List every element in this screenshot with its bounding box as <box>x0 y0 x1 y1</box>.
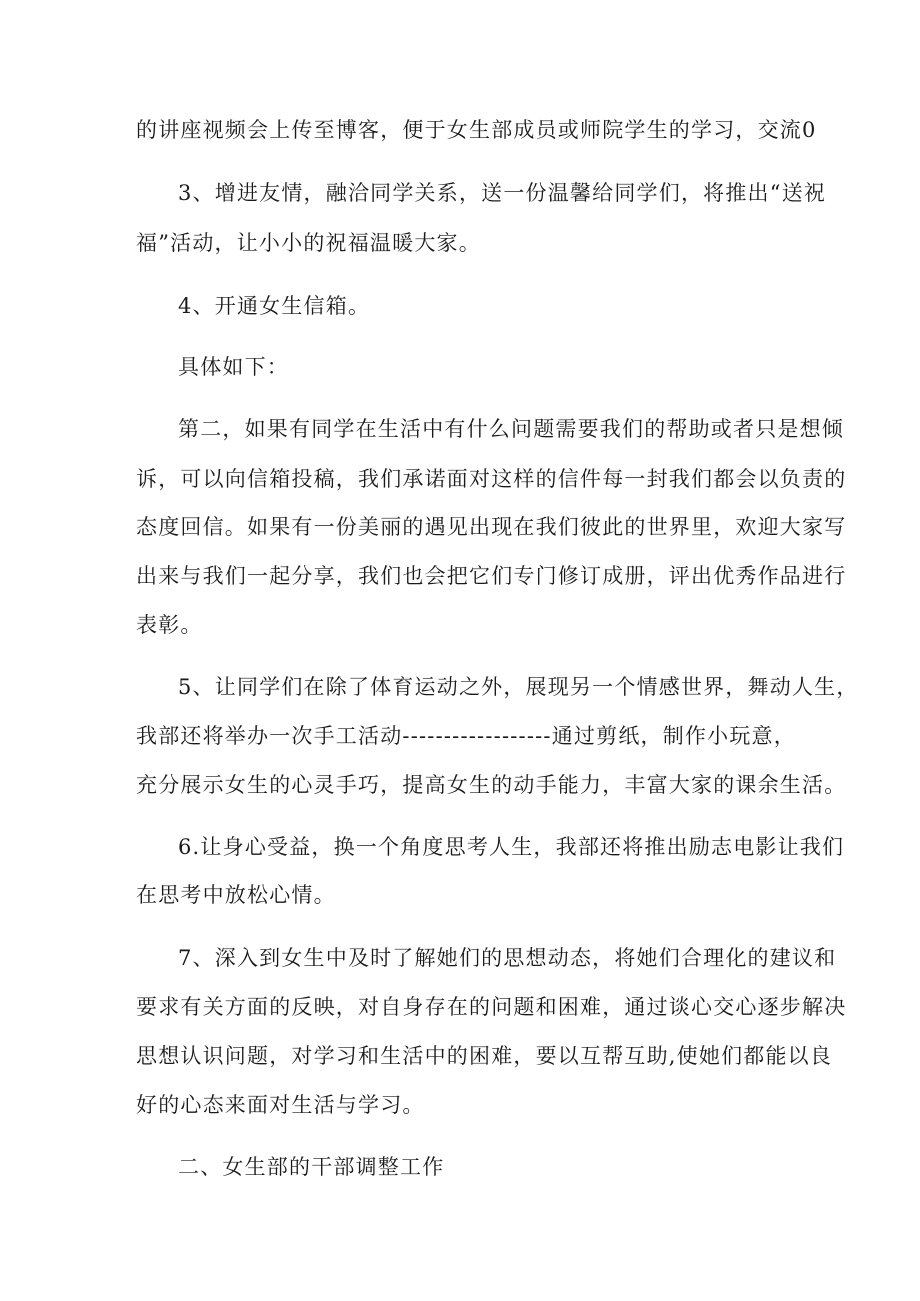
text-line: 充分展示女生的心灵手巧，提高女生的动手能力，丰富大家的课余生活。 <box>136 773 847 797</box>
text-line: 思想认识问题，对学习和生活中的困难，要以互帮互助,使她们都能以良 <box>136 1044 833 1068</box>
text-line: 的讲座视频会上传至博客，便于女生部成员或师院学生的学习，交流0 <box>136 118 817 142</box>
text-line: 态度回信。如果有一份美丽的遇见出现在我们彼此的世界里，欢迎大家写 <box>136 515 847 539</box>
text-line: 5、让同学们在除了体育运动之外，展现另一个情感世界，舞动人生， <box>178 675 859 699</box>
text-line: 表彰。 <box>136 613 203 637</box>
text-line: 6.让身心受益，换一个角度思考人生，我部还将推出励志电影让我们 <box>178 835 845 859</box>
text-line: 3、增进友情，融洽同学关系，送一份温馨给同学们，将推出“送祝 <box>178 181 827 205</box>
text-line: 7、深入到女生中及时了解她们的思想动态，将她们合理化的建议和 <box>178 946 837 970</box>
text-line: 二、女生部的干部调整工作 <box>178 1155 445 1179</box>
text-line: 福”活动，让小小的祝福温暖大家。 <box>136 231 481 255</box>
text-line: 第二，如果有同学在生活中有什么问题需要我们的帮助或者只是想倾 <box>178 417 844 441</box>
text-line: 好的心态来面对生活与学习。 <box>136 1093 425 1117</box>
text-line: 要求有关方面的反映，对自身存在的问题和困难，通过谈心交心逐步解决 <box>136 995 847 1019</box>
text-line: 出来与我们一起分享，我们也会把它们专门修订成册，评出优秀作品进行 <box>136 564 847 588</box>
text-line: 我部还将举办一次手工活动------------------通过剪纸，制作小玩意， <box>136 724 796 748</box>
text-line: 诉，可以向信箱投稿，我们承诺面对这样的信件每一封我们都会以负责的 <box>136 467 847 491</box>
text-line: 在思考中放松心情。 <box>136 883 336 907</box>
text-line: 4、开通女生信箱。 <box>178 294 371 318</box>
text-line: 具体如下： <box>178 355 289 379</box>
